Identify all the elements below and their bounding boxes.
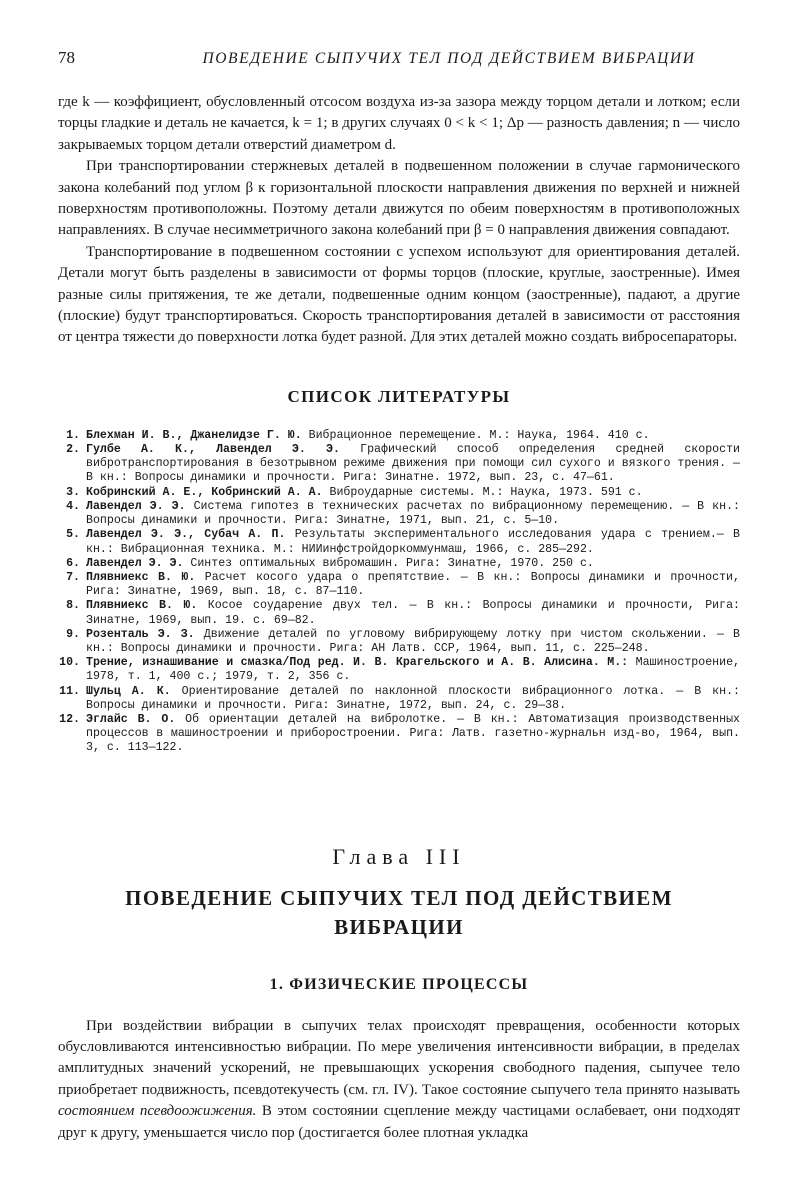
- paragraph-orientation: Транспортирование в подвешенном состоянии с успехом используют для ориентирования деталей. Детали могут быть разделены в зависимости от формы торцов (плоские, круглые, заостренные). Имея разные силы притяжения, те же детали, подвешенные одним концом (заостренные), падают, а другие (плоские) будут транспортироваться. Скорость транспортирования деталей в зависимости от расстояния от центра тяжести до поверхности лотка будет разной. Для этих деталей можно создать вибросепараторы.: [58, 243, 740, 346]
- reference-item: [58, 500, 740, 528]
- chapter-title-line-1: ПОВЕДЕНИЕ СЫПУЧИХ ТЕЛ ПОД ДЕЙСТВИЕМ: [125, 885, 673, 910]
- reference-authors: Кобринский А. Е., Кобринский А. А.: [86, 485, 323, 499]
- reference-item: [58, 571, 740, 599]
- reference-item: [58, 713, 740, 756]
- reference-authors: Плявниекс В. Ю.: [86, 570, 196, 584]
- chapter-label: Глава III: [332, 843, 466, 869]
- reference-item: [58, 628, 740, 656]
- reference-number: 7.: [66, 570, 80, 584]
- reference-number: 9.: [66, 627, 80, 641]
- paragraph-physical-processes: [58, 1016, 740, 1144]
- chapter-title: [58, 884, 740, 942]
- reference-text: Вибрационное перемещение. М.: Наука, 1964. 410 с.: [301, 428, 650, 442]
- reference-authors: Гулбе А. К., Лавендел Э. Э.: [86, 443, 340, 457]
- reference-text: Ориентирование деталей по наклонной плоскости вибрационного лотка. — В кн.: Вопросы динамики и прочности. Рига: Зинатне, 1972, вып. 24, с. 29—38.: [86, 684, 741, 712]
- reference-number: 4.: [66, 499, 80, 513]
- references-heading: СПИСОК ЛИТЕРАТУРЫ: [287, 386, 511, 406]
- reference-text: Система гипотез в технических расчетах по вибрационному перемещению. — В кн.: Вопросы динамики и прочности. Рига: Зинатне, 1971, вып. 21, с. 5—10.: [86, 499, 740, 528]
- reference-number: 5.: [66, 528, 80, 542]
- reference-authors: Розенталь Э. З.: [86, 627, 195, 641]
- reference-authors: Блехман И. В., Джанелидзе Г. Ю.: [86, 428, 302, 442]
- section-title: 1. ФИЗИЧЕСКИЕ ПРОЦЕССЫ: [269, 975, 529, 993]
- reference-item: [58, 557, 740, 571]
- running-title: ПОВЕДЕНИЕ СЫПУЧИХ ТЕЛ ПОД ДЕЙСТВИЕМ ВИБРАЦИИ: [202, 50, 696, 67]
- reference-authors: Шульц А. К.: [86, 684, 171, 698]
- reference-text: Машиностроение, 1978, т. 1, 400 с.; 1979, т. 2, 356 с.: [86, 656, 740, 684]
- reference-authors: Трение, изнашивание и смазка/Под ред. И. В. Крагельского и А. В. Алисина. М.:: [86, 656, 629, 670]
- paragraph-text-part-2: В этом состоянии сцепление между частицами ослабевает, они подходят друг к другу, уменьшается число пор (достигается более плотная укладка: [58, 1103, 740, 1141]
- reference-authors: Плявниекс В. Ю.: [86, 599, 198, 613]
- paragraph-suspended-transport: При транспортировании стержневых деталей в подвешенном положении в случае гармонического закона колебаний под углом β к горизонтальной плоскости направления движения по верхней и нижней поверхностям противоположны. Поэтому детали движутся по обеим поверхностям в противоположных направлениях. В случае несимметричного закона колебаний при β = 0 направления движения совпадают.: [58, 158, 740, 239]
- reference-authors: Эглайс В. О.: [86, 712, 176, 726]
- reference-authors: Лавендел Э. Э.: [86, 556, 184, 570]
- paragraph-text-part-1: При воздействии вибрации в сыпучих телах происходят превращения, особенности которых обусловливаются интенсивностью вибрации. По мере увеличения интенсивности вибрации, в пределах амплитудных значений ускорений, не превышающих ускорения свободного падения, сыпучее тело приобретает подвижность, псевдотекучесть (см. гл. IV). Такое состояние сыпучего тела принято называть: [58, 1017, 740, 1098]
- reference-item: [58, 656, 740, 684]
- reference-text: Движение деталей по угловому вибрирующему лотку при чистом скольжении. — В кн.: Вопросы динамики и прочности. Рига: АН Латв. ССР, 1964, вып. 11, с. 225—248.: [86, 627, 740, 655]
- page-body: [58, 92, 740, 1144]
- reference-text: Косое соударение двух тел. — В кн.: Вопросы динамики и прочности, Рига: Зинатне, 1969, вып. 19. с. 69—82.: [86, 599, 740, 627]
- reference-number: 2.: [66, 443, 80, 457]
- reference-authors: Лавендел Э. Э., Субач А. П.: [86, 528, 286, 542]
- reference-item: [58, 429, 740, 443]
- reference-number: 12.: [59, 712, 80, 726]
- reference-number: 10.: [59, 656, 80, 670]
- italic-term: состоянием псевдоожижения.: [58, 1103, 257, 1120]
- reference-number: 6.: [66, 556, 80, 570]
- reference-text: Синтез оптимальных вибромашин. Рига: Зинатне, 1970. 250 с.: [183, 556, 594, 570]
- page-header: [58, 44, 740, 74]
- paragraph-formula-explanation: где k — коэффициент, обусловленный отсосом воздуха из-за зазора между торцом детали и лотком; если торцы гладкие и деталь не качается, k = 1; в других случаях 0 < k < 1; Δp — разность давления; n — число закрываемых торцом детали отверстий диаметром d.: [58, 94, 740, 153]
- reference-item: [58, 599, 740, 627]
- reference-item: [58, 486, 740, 500]
- reference-number: 8.: [66, 599, 80, 613]
- reference-number: 3.: [66, 485, 80, 499]
- reference-text: Графический способ определения средней скорости вибротранспортирования в безотрывном режиме движения при помощи сил сухого и вязкого трения. — В кн.: Вопросы динамики и прочности. Рига: Зинатне. 1972, вып. 23, с. 47—61.: [86, 443, 740, 485]
- reference-number: 1.: [66, 428, 80, 442]
- reference-text: Расчет косого удара о препятствие. — В кн.: Вопросы динамики и прочности, Рига: Зинатне, 1969, вып. 18, с. 87—110.: [86, 570, 740, 599]
- references-list: [58, 429, 740, 756]
- chapter-title-line-2: ВИБРАЦИИ: [334, 914, 464, 939]
- reference-text: Результаты экспериментального исследования удара с трением.— В кн.: Вибрационная техника. М.: НИИинфстройдоркоммунмаш, 1966, с. 285—292.: [86, 528, 740, 556]
- reference-text: Виброударные системы. М.: Наука, 1973. 591 с.: [322, 485, 643, 499]
- reference-authors: Лавендел Э. Э.: [86, 499, 186, 513]
- reference-item: [58, 443, 740, 486]
- reference-number: 11.: [59, 684, 80, 698]
- reference-item: [58, 528, 740, 556]
- page-number: 78: [58, 48, 75, 67]
- reference-text: Об ориентации деталей на вибролотке. — В кн.: Автоматизация производственных процессов в машиностроении и приборостроении. Рига: Латв. газетно-журнальн изд-во, 1964, вып. 3, с. 113—122.: [86, 712, 740, 755]
- reference-item: [58, 685, 740, 713]
